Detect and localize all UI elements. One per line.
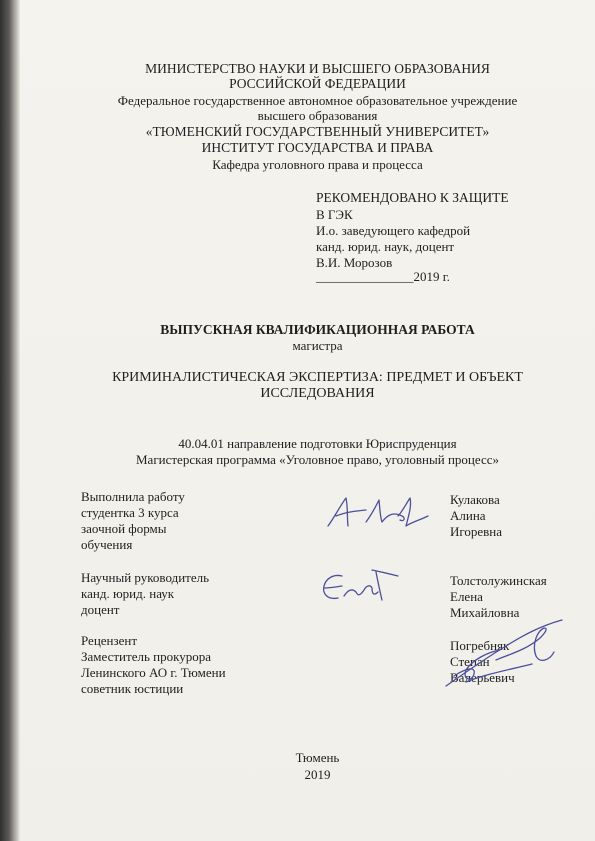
reviewer-name-line: Валерьевич [450,670,515,685]
institute-name: ИНСТИТУТ ГОСУДАРСТВА И ПРАВА [201,140,434,155]
reviewer-role-line: Заместитель прокурора [81,649,211,664]
reviewer-role-line: Рецензент [81,633,138,648]
year: 2019 [304,767,331,782]
approval-title-1: РЕКОМЕНДОВАНО К ЗАЩИТЕ [316,190,509,205]
reviewer-role-line: советник юстиции [81,681,184,696]
country-line: РОССИЙСКОЙ ФЕДЕРАЦИИ [229,76,406,91]
supervisor-role-line: доцент [81,602,120,617]
work-title-line-2: ИССЛЕДОВАНИЯ [260,386,375,401]
author-name-line: Алина [450,508,486,523]
work-type: ВЫПУСКНАЯ КВАЛИФИКАЦИОННАЯ РАБОТА [160,322,475,337]
author-role-line: студентка 3 курса [81,505,179,520]
department-name: Кафедра уголовного права и процесса [212,157,423,172]
author-role-line: заочной формы [81,521,167,536]
approval-degree: канд. юрид. наук, доцент [316,239,455,254]
binding-shadow [0,0,20,841]
author-signature [322,492,432,534]
approval-date-line: _______________2019 г. [316,269,450,284]
ministry-line: МИНИСТЕРСТВО НАУКИ И ВЫСШЕГО ОБРАЗОВАНИЯ [145,61,490,76]
reviewer-name-line: Погребняк [450,638,510,653]
supervisor-name-line: Елена [450,589,483,604]
supervisor-role-line: Научный руководитель [81,570,210,585]
supervisor-name-line: Михайловна [450,605,520,620]
master-program: Магистерская программа «Уголовное право, уголовный процесс» [135,452,500,467]
approval-name: В.И. Морозов [316,255,393,270]
author-role-line: обучения [81,537,133,552]
city: Тюмень [295,750,340,765]
study-direction: 40.04.01 направление подготовки Юриспруденция [178,436,457,451]
author-role-line: Выполнила работу [81,489,185,504]
institution-type-line-1: Федеральное государственное автономное образовательное учреждение [117,93,518,108]
university-name: «ТЮМЕНСКИЙ ГОСУДАРСТВЕННЫЙ УНИВЕРСИТЕТ» [145,124,490,139]
institution-type-line-2: высшего образования [257,108,378,123]
approval-title-2: В ГЭК [316,207,353,222]
reviewer-name-line: Степан [450,654,490,669]
approval-position: И.о. заведующего кафедрой [316,223,471,238]
supervisor-role-line: канд. юрид. наук [81,586,175,601]
author-name-line: Игоревна [450,524,503,539]
work-level: магистра [292,338,343,353]
supervisor-signature [316,566,400,610]
reviewer-role-line: Ленинского АО г. Тюмени [81,665,226,680]
supervisor-name-line: Толстолужинская [450,573,547,588]
reviewer-signature [436,616,568,692]
author-name-line: Кулакова [450,492,500,507]
work-title-line-1: КРИМИНАЛИСТИЧЕСКАЯ ЭКСПЕРТИЗА: ПРЕДМЕТ И ОБЪЕКТ [112,370,523,385]
